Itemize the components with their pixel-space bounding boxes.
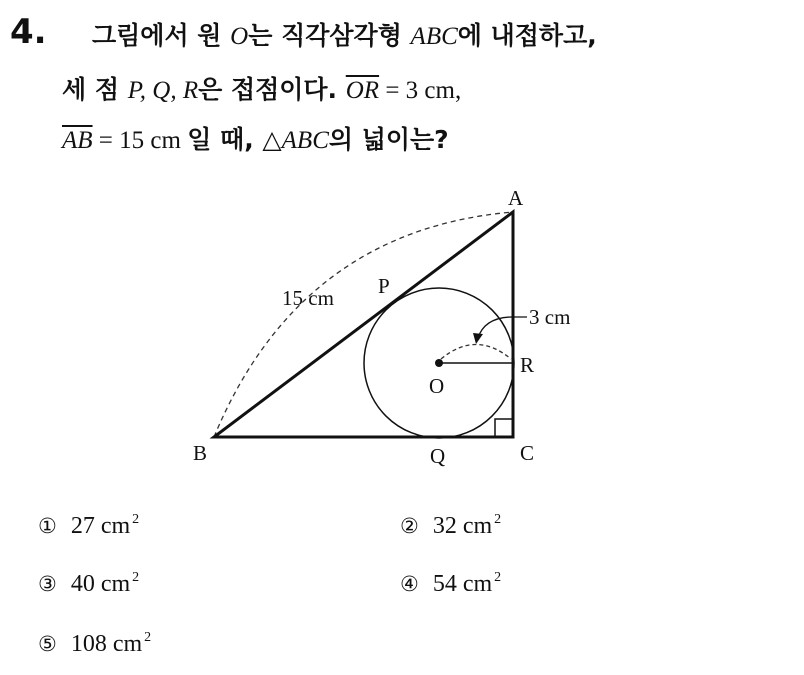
center-point-o	[435, 359, 443, 367]
q1-seg-3: ABC	[410, 23, 458, 50]
q2-seg-0: 세 점	[62, 75, 128, 104]
q3-seg-1: = 15 cm	[92, 127, 188, 154]
choice-1[interactable]	[38, 512, 139, 540]
q1-seg-1: O	[230, 23, 249, 50]
choice-4[interactable]	[400, 570, 501, 598]
choice-3-sup: 2	[132, 570, 140, 585]
q3-seg-0: $\overline{AB}$	[62, 127, 93, 154]
or-leader-line	[478, 317, 527, 338]
label-a: A	[508, 186, 524, 210]
choice-5-sup: 2	[144, 630, 152, 645]
q1-seg-4: 에 내접하고,	[457, 21, 597, 50]
label-c: C	[520, 441, 535, 465]
choice-4-mark: ④	[400, 572, 419, 596]
q2-seg-1: P, Q, R	[127, 77, 199, 104]
label-or-length: 3 cm	[529, 305, 571, 329]
choice-1-mark: ①	[38, 514, 57, 538]
choice-5[interactable]	[38, 630, 151, 658]
choice-2-sup: 2	[494, 512, 502, 527]
q2-seg-2: 은 접점이다.	[198, 75, 346, 104]
choice-4-sup: 2	[494, 570, 502, 585]
choice-5-value: 108 cm	[70, 631, 143, 657]
label-r: R	[520, 353, 535, 377]
or-leader-arrow	[473, 333, 483, 344]
q3-seg-4: ABC	[281, 127, 329, 154]
choice-1-value: 27 cm	[70, 513, 131, 539]
or-length-arc	[441, 345, 511, 360]
label-ab-length: 15 cm	[282, 286, 334, 310]
choice-2[interactable]	[400, 512, 501, 540]
q3-seg-2: 일 때,	[187, 125, 263, 154]
choice-3[interactable]	[38, 570, 139, 598]
choice-1-sup: 2	[132, 512, 140, 527]
q1-seg-2: 는 직각삼각형	[248, 21, 411, 50]
choice-5-mark: ⑤	[38, 632, 57, 656]
label-o: O	[429, 374, 445, 398]
choice-3-mark: ③	[38, 572, 57, 596]
q3-seg-3: △	[262, 127, 282, 154]
q2-seg-3: $\overline{OR}$	[345, 77, 380, 104]
q3-seg-5: 의 넓이는?	[328, 125, 449, 154]
choice-2-mark: ②	[400, 514, 419, 538]
q2-seg-4: = 3 cm,	[379, 77, 462, 104]
label-b: B	[193, 441, 208, 465]
choice-2-value: 32 cm	[432, 513, 493, 539]
right-angle-mark	[495, 419, 513, 437]
choice-4-value: 54 cm	[432, 571, 493, 597]
label-p: P	[378, 274, 390, 298]
triangle-abc	[214, 212, 513, 437]
question-number: 4.	[10, 12, 47, 52]
label-q: Q	[430, 444, 446, 468]
q1-seg-0: 그림에서 원	[92, 21, 231, 50]
choice-3-value: 40 cm	[70, 571, 131, 597]
